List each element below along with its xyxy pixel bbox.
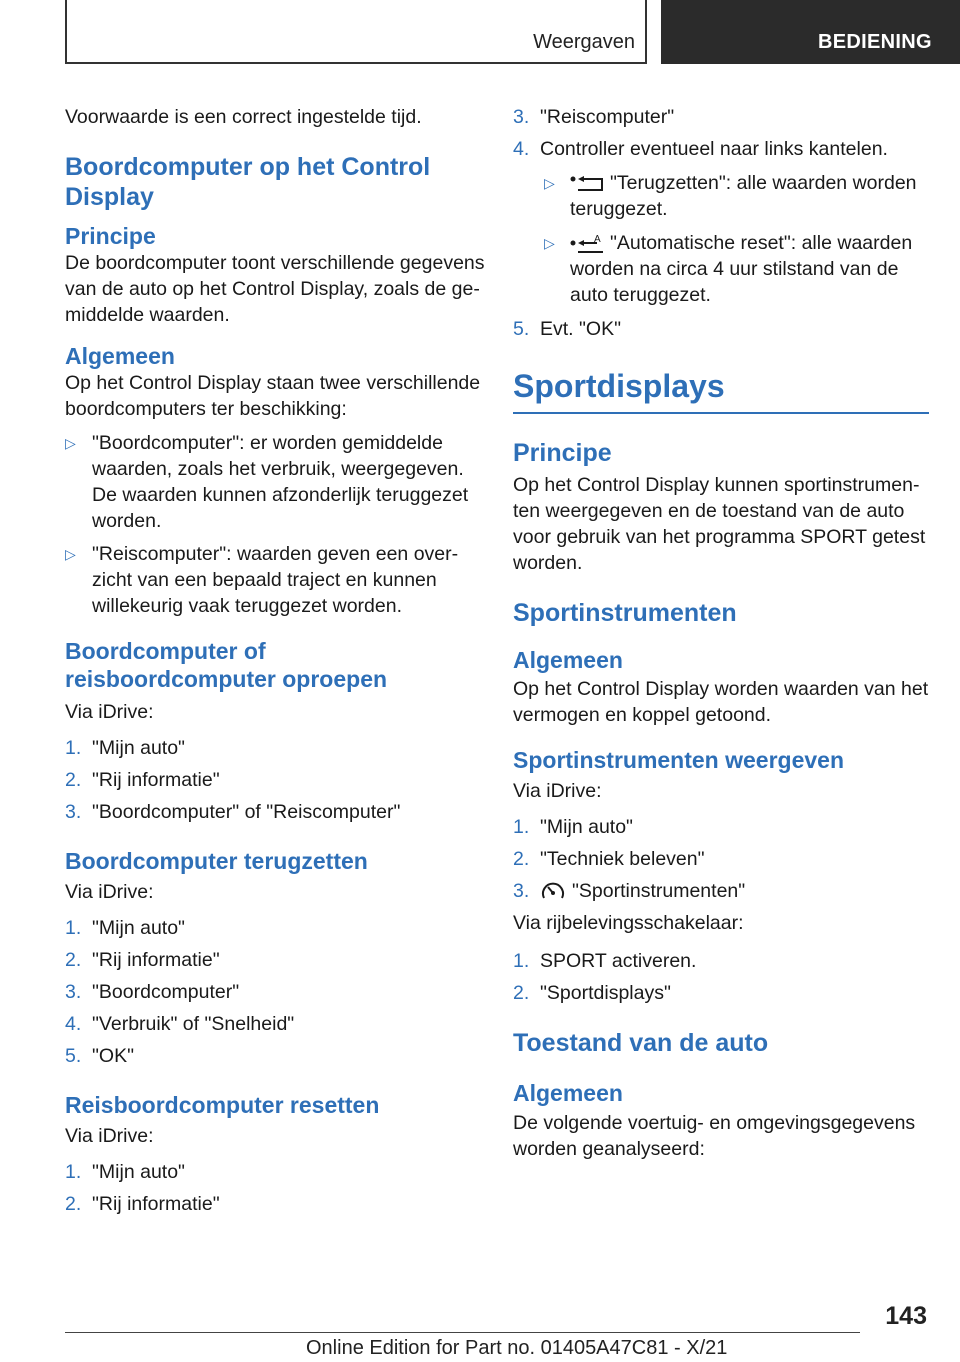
- heading-principe: Principe: [513, 439, 612, 467]
- via-idrive-label: Via iDrive:: [65, 701, 154, 723]
- reset-icon: [570, 175, 604, 193]
- list-item-text: "Boordcomputer": [92, 981, 240, 1003]
- heading-sportinstrumenten: Sportinstrumenten: [513, 599, 737, 627]
- list-item: [65, 947, 485, 973]
- list-item: [513, 878, 929, 904]
- list-item: [65, 735, 485, 761]
- step-number: 1.: [65, 737, 82, 759]
- triangle-bullet-icon: ▷: [65, 435, 76, 451]
- list-item: [513, 316, 929, 342]
- header-section-title: Weergaven: [533, 31, 635, 53]
- steps-switch: [513, 948, 929, 1006]
- list-item-text: "Rij informatie": [92, 949, 220, 971]
- heading-boordcomputer-control-display: Boordcomputer op het Control Display: [65, 153, 431, 211]
- heading-algemeen-2: Algemeen: [513, 1080, 623, 1106]
- heading-weergeven: Sportinstrumenten weergeven: [513, 747, 845, 773]
- heading-oproepen: Boordcomputer of reisboordcomputer oproepen: [65, 638, 388, 692]
- step-number: 1.: [513, 950, 530, 972]
- list-item: [65, 799, 485, 825]
- triangle-bullet-icon: ▷: [544, 175, 555, 191]
- step-5: [513, 316, 929, 342]
- principe-text: De boordcomputer toont verschillende gegevens van de auto op het Control Display, zoals de gemiddelde waarden.: [65, 252, 485, 326]
- list-item-text: "Reiscomputer": [540, 106, 675, 128]
- intro-text: Voorwaarde is een correct ingestelde tijd.: [65, 106, 422, 128]
- list-item-text: "Mijn auto": [92, 917, 185, 939]
- step-number: 3.: [513, 880, 530, 902]
- heading-principe: Principe: [65, 223, 156, 249]
- list-item: [65, 541, 485, 619]
- header-chapter-label: BEDIENING: [818, 31, 932, 53]
- heading-resetten: Reisboordcomputer resetten: [65, 1092, 380, 1118]
- list-item-text: "Techniek beleven": [540, 848, 705, 870]
- list-item: [65, 767, 485, 793]
- list-item: [513, 846, 929, 872]
- list-item: [65, 915, 485, 941]
- step-number: 1.: [513, 816, 530, 838]
- list-item: [65, 979, 485, 1005]
- list-item-text: "Terugzetten": alle waarden worden teruggezet.: [570, 172, 917, 220]
- footer-edition: Online Edition for Part no. 01405A47C81 - X/21: [306, 1337, 728, 1359]
- step-number: 3.: [65, 981, 82, 1003]
- list-item: [65, 1191, 485, 1217]
- list-item-text: "Rij informatie": [92, 769, 220, 791]
- right-column: [513, 104, 929, 1162]
- list-item: [513, 980, 929, 1006]
- triangle-bullet-icon: ▷: [65, 546, 76, 562]
- footer-divider: [65, 1332, 860, 1333]
- list-item: [513, 230, 929, 308]
- list-item-text: "Rij informatie": [92, 1193, 220, 1215]
- principe-text: Op het Control Display kunnen sportinstrumenten weergegeven en de toestand van de auto voor gebruik van het programma SPORT getest worden.: [513, 474, 926, 574]
- list-item: [513, 104, 929, 130]
- step-number: 2.: [513, 848, 530, 870]
- list-item-text: "Reiscomputer": waarden geven een overzicht van een bepaald traject en kunnen willekeurig vaak teruggezet worden.: [92, 543, 459, 617]
- header-chapter-tab: [661, 0, 960, 64]
- heading-algemeen: Algemeen: [513, 647, 623, 673]
- step-number: 2.: [513, 982, 530, 1004]
- step-number: 2.: [65, 769, 82, 791]
- list-item-text: "Mijn auto": [540, 816, 633, 838]
- page-number: 143: [885, 1302, 927, 1330]
- auto-reset-icon: [570, 234, 604, 254]
- left-column: [65, 104, 485, 1217]
- algemeen2-text: De volgende voertuig- en omgevingsgegevens worden geanalyseerd:: [513, 1112, 916, 1160]
- steps-oproepen: [65, 735, 485, 825]
- bullet-list: [65, 430, 485, 619]
- list-item: [513, 170, 929, 222]
- steps-resetten-continued: [513, 104, 929, 162]
- step-number: 3.: [513, 106, 530, 128]
- list-item: [65, 1011, 485, 1037]
- steps-terugzetten: [65, 915, 485, 1069]
- via-idrive-label: Via iDrive:: [513, 780, 602, 802]
- list-item-text: "Verbruik" of "Snelheid": [92, 1013, 295, 1035]
- list-item: [65, 1159, 485, 1185]
- heading-sportdisplays: Sportdisplays: [513, 366, 929, 414]
- steps-resetten: [65, 1159, 485, 1217]
- list-item-text: "Sportinstrumenten": [572, 880, 746, 902]
- algemeen-text: Op het Control Display worden waarden van het vermogen en koppel getoond.: [513, 678, 929, 726]
- heading-algemeen: Algemeen: [65, 343, 175, 369]
- list-item: [65, 430, 485, 534]
- list-item-text: "Boordcomputer": er worden gemiddelde waarden, zoals het verbruik, weergegeven. De waarden kunnen afzonderlijk teruggezet worden.: [92, 432, 469, 532]
- list-item-text: Controller eventueel naar links kantelen.: [540, 138, 888, 160]
- list-item: [513, 948, 929, 974]
- step-number: 5.: [65, 1045, 82, 1067]
- step-number: 1.: [65, 1161, 82, 1183]
- gauge-icon: [540, 881, 566, 903]
- list-item-text: Evt. "OK": [540, 318, 622, 340]
- triangle-bullet-icon: ▷: [544, 235, 555, 251]
- list-item-text: "Mijn auto": [92, 737, 185, 759]
- step-number: 1.: [65, 917, 82, 939]
- svg-text:A: A: [594, 233, 601, 245]
- list-item-text: SPORT activeren.: [540, 950, 697, 972]
- via-switch-label: Via rijbelevingsschakelaar:: [513, 912, 744, 934]
- via-idrive-label: Via iDrive:: [65, 881, 154, 903]
- list-item-text: "Boordcomputer" of "Reiscomputer": [92, 801, 401, 823]
- list-item: [513, 814, 929, 840]
- sub-bullet-list: [513, 170, 929, 308]
- list-item-text: "Mijn auto": [92, 1161, 185, 1183]
- step-number: 3.: [65, 801, 82, 823]
- step-number: 4.: [65, 1013, 82, 1035]
- step-number: 4.: [513, 138, 530, 160]
- step-number: 2.: [65, 949, 82, 971]
- list-item: [513, 136, 929, 162]
- list-item: [65, 1043, 485, 1069]
- algemeen-text: Op het Control Display staan twee verschillende boordcomputers ter beschikking:: [65, 372, 481, 420]
- list-item-text: "OK": [92, 1045, 135, 1067]
- via-idrive-label: Via iDrive:: [65, 1125, 154, 1147]
- heading-toestand: Toestand van de auto: [513, 1029, 769, 1057]
- step-number: 5.: [513, 318, 530, 340]
- steps-weergeven: [513, 814, 929, 904]
- heading-terugzetten: Boordcomputer terugzetten: [65, 848, 368, 874]
- step-number: 2.: [65, 1193, 82, 1215]
- list-item-text: "Automatische reset": alle waarden worden na circa 4 uur stilstand van de auto teruggezet.: [570, 232, 913, 306]
- list-item-text: "Sportdisplays": [540, 982, 671, 1004]
